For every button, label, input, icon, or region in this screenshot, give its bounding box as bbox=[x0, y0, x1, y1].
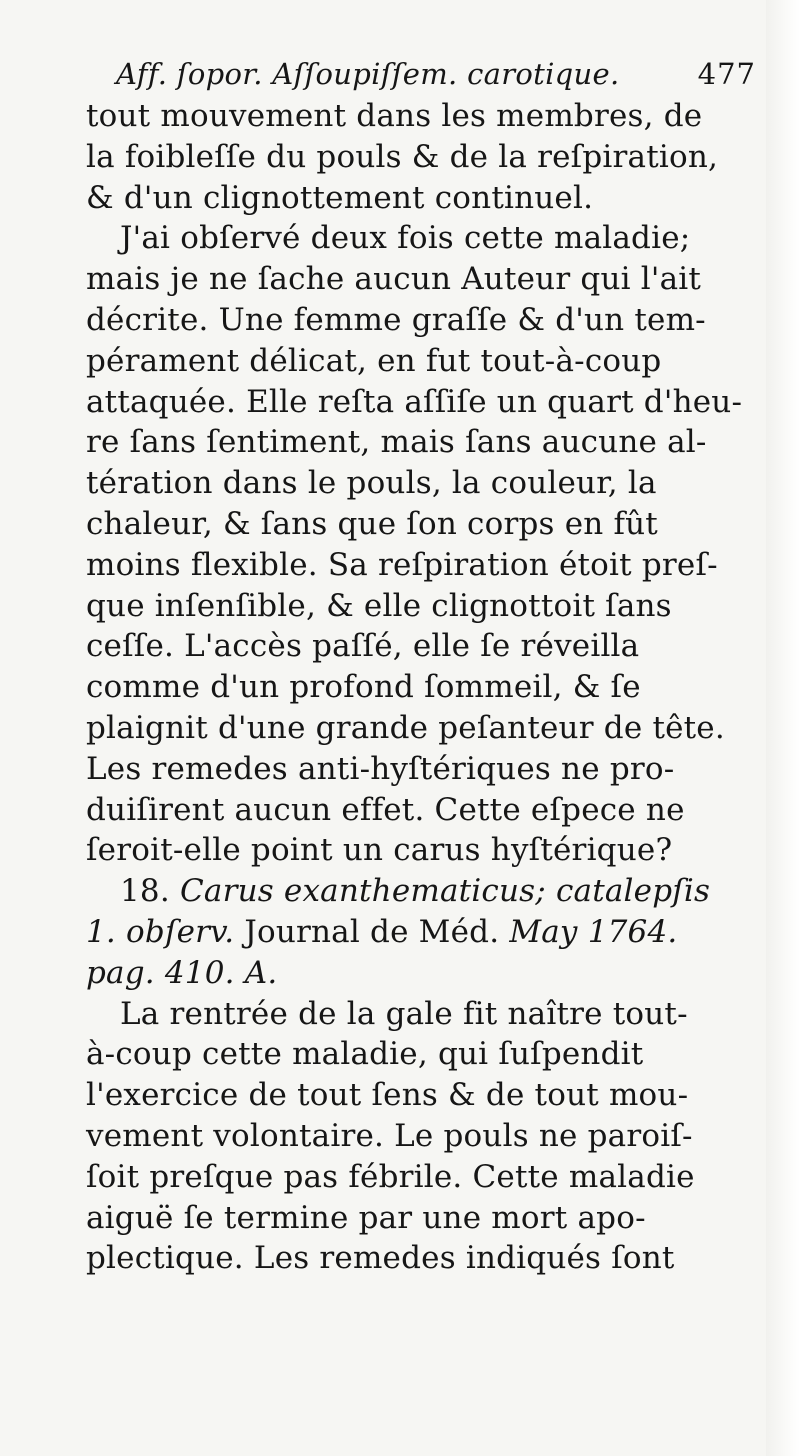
text-line: ceſſe. L'accès paſſé, elle ſe réveilla bbox=[86, 628, 640, 665]
running-head bbox=[116, 52, 756, 96]
text-line: ſoit preſque pas fébrile. Cette maladie bbox=[86, 1158, 695, 1195]
text-line: à-coup cette maladie, qui ſuſpendit bbox=[86, 1036, 644, 1073]
page-edge-shading bbox=[766, 0, 800, 1456]
text-line: plaignit d'une grande peſanteur de tête. bbox=[86, 709, 725, 746]
entry-page-reference: pag. 410. A. bbox=[86, 954, 278, 991]
text-line: vement volontaire. Le pouls ne paroiſ- bbox=[86, 1117, 693, 1154]
entry-heading-line bbox=[86, 871, 736, 912]
text-line: re ſans ſentiment, mais ſans aucune al- bbox=[86, 424, 707, 461]
entry-journal: Journal de Méd. bbox=[234, 913, 510, 950]
entry-latin-name: Carus exanthematicus; catalepſis bbox=[179, 873, 711, 910]
entry-reference-line bbox=[86, 912, 736, 953]
text-line: & d'un clignottement continuel. bbox=[86, 179, 594, 216]
text-line: plectique. Les remedes indiqués ſont bbox=[86, 1240, 675, 1277]
text-line: chaleur, & ſans que ſon corps en fût bbox=[86, 505, 658, 542]
text-line: aiguë ſe termine par une mort apo- bbox=[86, 1199, 646, 1236]
text-line: tout mouvement dans les membres, de bbox=[86, 98, 703, 134]
text-line: ſeroit-elle point un carus hyſtérique? bbox=[86, 832, 673, 869]
text-line: mais je ne ſache aucun Auteur qui l'ait bbox=[86, 261, 702, 298]
text-line: duiſirent aucun effet. Cette eſpece ne bbox=[86, 791, 685, 828]
paragraph-start-line: J'ai obſervé deux fois cette maladie; bbox=[120, 220, 691, 257]
text-line: décrite. Une femme graſſe & d'un tem- bbox=[86, 301, 706, 338]
entry-date: May 1764. bbox=[509, 913, 678, 950]
text-line: comme d'un profond ſommeil, & ſe bbox=[86, 669, 641, 706]
page-number: 477 bbox=[697, 57, 756, 91]
entry-number: 18. bbox=[120, 873, 170, 910]
text-line: que inſenſible, & elle clignottoit ſans bbox=[86, 587, 672, 624]
text-line: l'exercice de tout ſens & de tout mou- bbox=[86, 1077, 689, 1114]
text-line: attaquée. Elle reſta aſſiſe un quart d'heu- bbox=[86, 383, 743, 420]
entry-observation: 1. obſerv. bbox=[86, 913, 235, 950]
text-line: Les remedes anti-hyſtériques ne pro- bbox=[86, 750, 675, 787]
text-line: la foibleſſe du pouls & de la reſpiration, bbox=[86, 138, 719, 175]
running-head-title: Aff. ſopor. Aſſoupiſſem. carotique. bbox=[116, 57, 620, 91]
page-text-block bbox=[86, 52, 756, 1279]
text-line: moins flexible. Sa reſpiration étoit preſ- bbox=[86, 546, 718, 583]
text-line: tération dans le pouls, la couleur, la bbox=[86, 465, 657, 502]
text-line: pérament délicat, en fut tout-à-coup bbox=[86, 342, 662, 379]
paragraph-start-line: La rentrée de la gale fit naître tout- bbox=[120, 995, 688, 1032]
